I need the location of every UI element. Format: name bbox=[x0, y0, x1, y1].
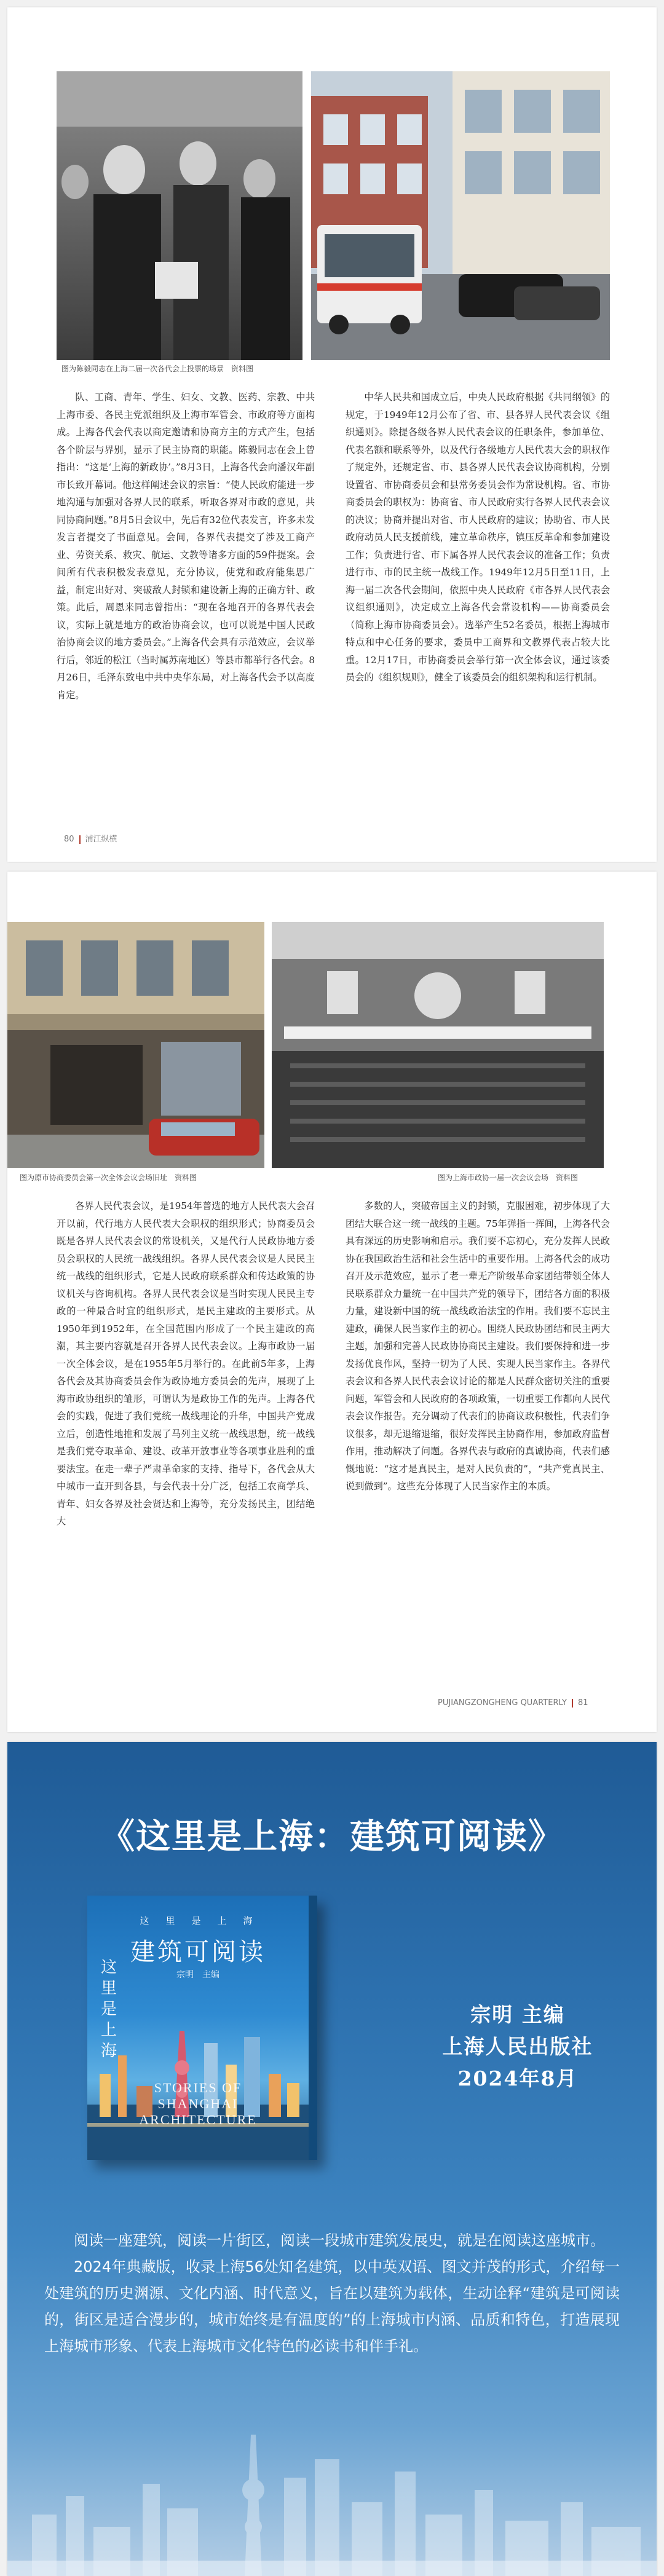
book-advertisement bbox=[7, 1742, 657, 2576]
book-spine-text: 这里是上海 bbox=[101, 1958, 117, 2060]
venue-building-image bbox=[7, 922, 264, 1168]
left-photo-caption: 图为原市协商委员会第一次全体会议会场旧址 资料图 bbox=[20, 1173, 197, 1182]
page-number: 81 bbox=[577, 1698, 588, 1707]
book-editor: 宗明 主编 bbox=[176, 1970, 219, 1980]
building-bus-photo bbox=[311, 71, 610, 360]
book-cover bbox=[87, 1896, 317, 2160]
body-paragraph: 队、工商、青年、学生、妇女、文教、医药、宗教、中共上海市委、各民主党派组织及上海市军管会、市政府等方面构成。上海各代会代表以商定邀请和协商方主的方式产生，包括各个阶层与界别，显示了民主协商的职能。陈毅同志在会上曾指出：“这是‘上海的新政协’。”8月3日，上海各代会向潘汉年副市长致开幕词。他这样阐述会议的宗旨：“使人民政府能进一步地沟通与加强对各界人民的联系，听取各界对市政的意见，共同协商问题。”8月5日会议中，先后有32位代表发言，许多未发发言者提交了书面意见。会间，各界代表提交了涉及工商产业、劳资关系、救灾、航运、文教等诸多方面的59件提案。会间所有代表积极发表意见，充分协议，使党和政府能集思广益，制定出好对、突破敌人封锁和建设新上海的正确方针、政策。此后，周恩来同志曾指出：“现在各地召开的各界代表会议，实际上就是地方的政治协商会议，也可以说是中国人民政治协商会议的地方委员会。”上海各代会具有示范效应，会议举行后，邻近的松江（当时属苏南地区）等县市都举行各代会。8月26日，毛泽东致电中共中央华东局，对上海各代会予以高度肯定。 bbox=[57, 392, 315, 701]
footer-divider bbox=[79, 835, 81, 844]
text-column-left bbox=[57, 1197, 315, 1530]
page-number: 80 bbox=[64, 835, 74, 844]
meeting-hall-photo bbox=[272, 922, 604, 1168]
meeting-hall-image bbox=[272, 922, 604, 1168]
right-photo-caption: 图为上海市政协一届一次会议会场 资料图 bbox=[438, 1173, 579, 1182]
book-series: 这 里 是 上 海 bbox=[140, 1915, 256, 1926]
photo-caption: 图为陈毅同志在上海二届一次各代会上投票的场景 资料图 bbox=[61, 364, 254, 373]
text-column-left bbox=[57, 388, 315, 704]
body-paragraph: 中华人民共和国成立后，中央人民政府根据《共同纲领》的规定，于1949年12月公布了省、市、县各界人民代表会议《组织通则》。除提各级各界人民代表会议的任职条件，参加单位、代表名额和联系等外，以及代行各级地方人民代表大会的职权作了规定外，还规定省、市、县各界人民代表会议协商机构，分别设置省、市协商委员会和县常务委员会作为常设机构。省、市协商委员会的职权为：协商省、市人民政府实行各界人民代表会议的决议；协商并提出对省、市人民政府的建议；协助省、市人民政府动员人民支援前线，建立革命秩序，镇压反革命和参加建设工作；负责进行省、市下属各界人民代表会议的准备工作；负责进行市、市的民主统一战线工作。1949年12月5日至11日，上海一届二次各代会期间，依照中央人民政府《市各界人民代表会议组织通则》，决定成立上海各代会常设机构——协商委员会（简称上海市协商委员会）。选举产生52名委员，根据上海城市特点和中心任务的要求，委员中工商界和文教界代表占较大比重。12月17日，市协商委员会举行第一次全体会议，通过该委员会的《组织规则》，健全了该委员会的组织架构和运行机制。 bbox=[346, 392, 610, 683]
body-paragraph: 多数的人，突破帝国主义的封锁，克服困难，初步体现了大团结大联合这一统一战线的主题。75年弹指一挥间，上海各代会具有深远的历史影响和启示。我们要不忘初心，充分发挥人民政协在我国政治生活和社会生活中的重要作用。上海各代会的成功召开及示范效应，显示了老一辈无产阶级革命家团结带领全体人民联系群众力量统一在中国共产党的领导下，团结各方面的积极力量，建设新中国的统一战线政治法宝的作用。我们要不忘民主建政，确保人民当家作主的初心。围绕人民政协团结和民主两大主题，加强和完善人民政协协商民主建设。我们要保持和进一步发扬优良作风，坚持一切为了人民、实现人民当家作主。各界代表会议和各界人民代表会议讨论的都是人民群众密切关注的重要问题，军管会和人民政府的各项政策，一切重要工作都向人民代表会议作报告。充分调动了代表们的协商议政积极性，代表们争议很多，却无退缩退缩，很好发挥民主协商作用，参加政府监督作用，推动解决了问题。各界代表与政府的真诚协商，代表们感慨地说：“这才是真民主，是对人民负责的”，“共产党真民主、说到做到”。这些充分体现了人民当家作主的本质。 bbox=[346, 1200, 610, 1492]
book-title: 建筑可阅读 bbox=[130, 1938, 266, 1966]
building-bus-image bbox=[311, 71, 610, 360]
editor-name: 宗明 主编 bbox=[470, 2003, 565, 2027]
magazine-page-80 bbox=[7, 7, 657, 862]
footer-divider bbox=[572, 1699, 573, 1707]
publish-date: 2024年8月 bbox=[457, 2066, 578, 2090]
book-english-title: STORIES OF SHANGHAI ARCHITECTURE bbox=[139, 2080, 257, 2127]
text-column-right bbox=[346, 388, 610, 687]
detail-paragraph: 2024年典藏版，收录上海56处知名建筑，以中英双语、图文并茂的形式，介绍每一处建筑的历史渊源、文化内涵、时代意义，旨在以建筑为载体，生动诠释“建筑是可阅读的，街区是适合漫步的，城市始终是有温度的”的上海城市内涵、品质和特色，打造展现上海城市形象、代表上海城市文化特色的必读书和伴手礼。 bbox=[44, 2258, 620, 2355]
body-paragraph: 各界人民代表会议，是1954年普选的地方人民代表大会召开以前，代行地方人民代表大会职权的组织形式；协商委员会既是各界人民代表会议的常设机关，又是代行人民政协地方委员会职权的人民统一战线组织。各界人民代表会议是人民民主统一战线的组织形式，它是人民政府联系群众和传达政策的协议机关与咨询机构。各界人民代表会议是当时实现人民民主专政的一种最合时宜的组织形式，是民主建政的主要形式。从1950年到1952年，在全国范围内形成了一个民主建政的高潮，其主要内容就是召开各界人民代表会议。上海市政协一届一次全体会议，是在1955年5月举行的。在此前5年多，上海各代会及其协商委员会作为政协地方委员会的先声，展现了上海市政协组织的雏形，可谓认为是政协工作的先声。上海各代会的实践，促进了我们党统一战线理论的升华，中国共产党成立后，创造性地推和发展了马列主义统一战线思想，统一战线是我们党夺取革命、建设、改革开放事业等各项事业胜利的重要法宝。在走一辈子严肃革命家的支持、指导下，各代会从大中城市一直开到各县，与会代表十分广泛，包括工农商学兵、青年、妇女各界及社会贤达和上海等，充分发扬民主，团结绝大 bbox=[57, 1200, 315, 1527]
intro-paragraph: 阅读一座建筑，阅读一片街区，阅读一段城市建筑发展史，就是在阅读这座城市。 bbox=[74, 2232, 605, 2249]
ad-title: 《这里是上海：建筑可阅读》 bbox=[100, 1816, 564, 1857]
city-skyline-background bbox=[7, 2422, 657, 2576]
page-footer bbox=[64, 832, 117, 844]
venue-building-photo bbox=[7, 922, 264, 1168]
magazine-page-81 bbox=[7, 872, 657, 1732]
journal-name: 浦江纵横 bbox=[85, 835, 117, 844]
ad-description bbox=[44, 2227, 620, 2360]
journal-name: PUJIANGZONGHENG QUARTERLY bbox=[438, 1698, 567, 1707]
text-column-right bbox=[346, 1197, 610, 1495]
voting-scene-image bbox=[57, 71, 302, 360]
voting-scene-photo bbox=[57, 71, 302, 360]
publisher-name: 上海人民出版社 bbox=[442, 2034, 593, 2058]
page-footer bbox=[438, 1698, 588, 1707]
